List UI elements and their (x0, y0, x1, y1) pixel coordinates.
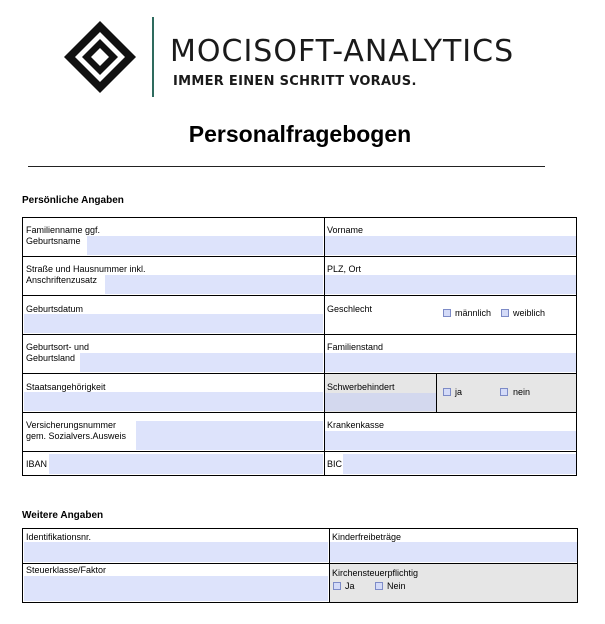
label-schwerbehindert: Schwerbehindert (327, 382, 395, 392)
logo-divider (152, 17, 154, 97)
label-bic: BIC (327, 459, 343, 469)
label-strasse: Straße und Hausnummer inkl. (26, 264, 146, 274)
checkbox-kirchensteuer-nein[interactable] (375, 582, 383, 590)
label-geschlecht: Geschlecht (327, 304, 373, 314)
label-geburtsort: Geburtsort- und (26, 342, 90, 352)
label-geburtsname: Geburtsname (26, 236, 81, 246)
company-logo (62, 19, 138, 95)
label-identifikationsnr: Identifikationsnr. (26, 532, 92, 542)
label-maennlich: männlich (455, 308, 492, 318)
title-divider (28, 166, 545, 167)
bic-field[interactable] (343, 454, 576, 474)
staatsangehoerigkeit-field[interactable] (24, 392, 323, 411)
checkbox-weiblich[interactable] (501, 309, 509, 317)
label-schwerbehindert-nein: nein (513, 387, 531, 397)
label-kirchensteuer-ja: Ja (345, 581, 355, 591)
label-weiblich: weiblich (513, 308, 546, 318)
section-title-weitere: Weitere Angaben (22, 510, 104, 521)
brand-tagline: IMMER EINEN SCHRITT VORAUS. (173, 74, 417, 89)
brand-name: MOCISOFT-ANALYTICS (170, 34, 515, 69)
familienname-field[interactable] (87, 236, 323, 255)
section-title-personal: Persönliche Angaben (22, 195, 124, 206)
label-kirchensteuerpflichtig: Kirchensteuerpflichtig (332, 568, 419, 578)
strasse-field[interactable] (105, 275, 323, 294)
page-title: Personalfragebogen (188, 121, 412, 147)
label-sozialvers-ausweis: gem. Sozialvers.Ausweis (26, 431, 127, 441)
vorname-field[interactable] (325, 236, 576, 255)
label-familienstand: Familienstand (327, 342, 384, 352)
checkbox-schwerbehindert-ja[interactable] (443, 388, 451, 396)
label-familienname: Familienname ggf. (26, 225, 101, 235)
checkbox-kirchensteuer-ja[interactable] (333, 582, 341, 590)
personal-form (22, 217, 577, 476)
identifikationsnr-field[interactable] (24, 542, 328, 562)
versicherungsnummer-field[interactable] (136, 421, 323, 450)
label-versicherungsnummer: Versicherungsnummer (26, 420, 117, 430)
label-kirchensteuer-nein: Nein (387, 581, 406, 591)
label-staatsangehoerigkeit: Staatsangehörigkeit (26, 382, 106, 392)
familienstand-field[interactable] (325, 353, 576, 372)
schwerbehindert-field[interactable] (325, 393, 436, 411)
label-steuerklasse: Steuerklasse/Faktor (26, 565, 107, 575)
steuerklasse-field[interactable] (24, 576, 328, 601)
label-schwerbehindert-ja: ja (455, 387, 463, 397)
label-plz-ort: PLZ, Ort (327, 264, 362, 274)
geburtsort-field[interactable] (80, 353, 323, 372)
label-anschriftenzusatz: Anschriftenzusatz (26, 275, 98, 285)
geburtsdatum-field[interactable] (24, 314, 323, 333)
label-kinderfreibetraege: Kinderfreibeträge (332, 532, 402, 542)
kinderfreibetraege-field[interactable] (330, 542, 577, 562)
plz-ort-field[interactable] (325, 275, 576, 294)
weitere-form (22, 528, 578, 603)
label-iban: IBAN (26, 459, 48, 469)
iban-field[interactable] (49, 454, 323, 474)
checkbox-schwerbehindert-nein[interactable] (500, 388, 508, 396)
checkbox-maennlich[interactable] (443, 309, 451, 317)
krankenkasse-field[interactable] (325, 431, 576, 450)
label-vorname: Vorname (327, 225, 364, 235)
label-geburtsland: Geburtsland (26, 353, 76, 363)
label-krankenkasse: Krankenkasse (327, 420, 385, 430)
label-geburtsdatum: Geburtsdatum (26, 304, 84, 314)
